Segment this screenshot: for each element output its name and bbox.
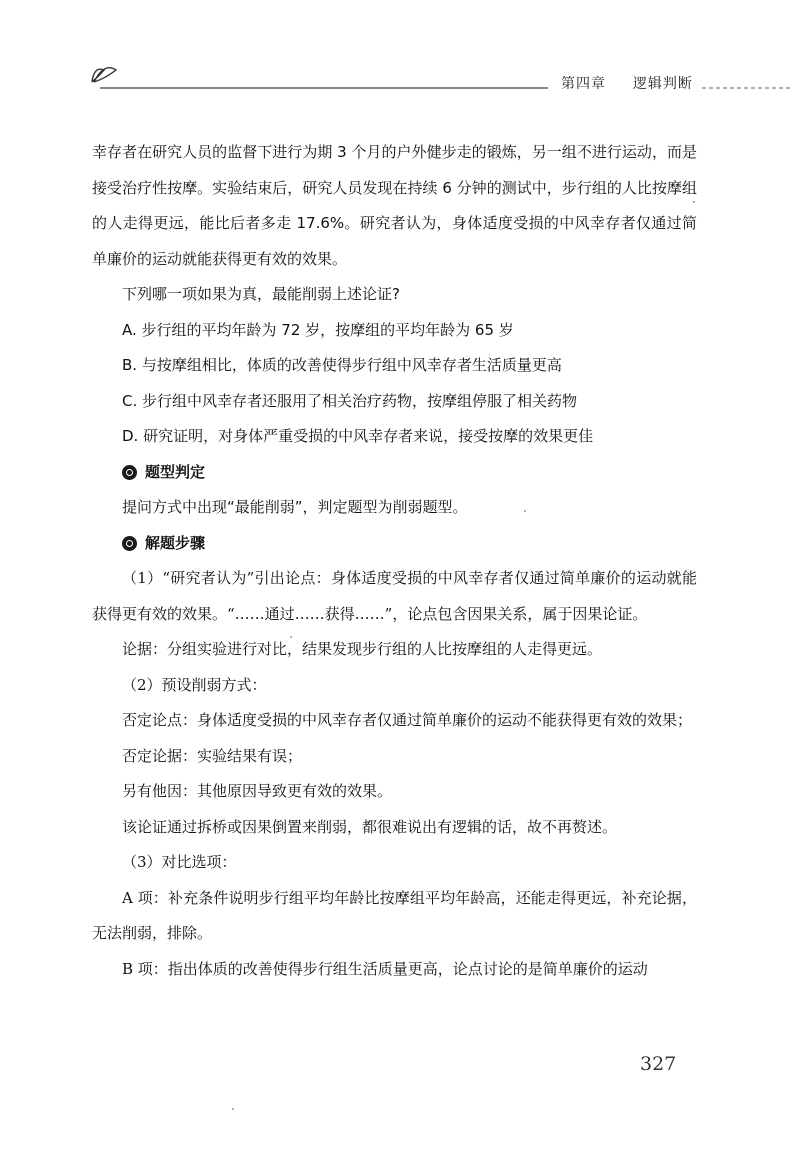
option-b: B. 与按摩组相比，体质的改善使得步行组中风幸存者生活质量更高 bbox=[122, 356, 562, 374]
page-body bbox=[92, 135, 697, 987]
negate-evidence: 否定论据：实验结果有误； bbox=[122, 746, 303, 765]
page-number: 327 bbox=[640, 1053, 677, 1075]
option-d: D. 研究证明，对身体严重受损的中风幸存者来说，接受按摩的效果更佳 bbox=[122, 427, 594, 445]
step-2: （2）预设削弱方式： bbox=[122, 675, 267, 694]
section-heading-type bbox=[92, 455, 697, 491]
page-header bbox=[0, 0, 800, 110]
section-heading-label: 题型判定 bbox=[145, 462, 206, 481]
step-1: （1）“研究者认为”引出论点：身体适度受损的中风幸存者仅通过简单廉价的运动就能获得更有效的效果。“……通过……获得……”，论点包含因果关系，属于因果论证。 bbox=[92, 569, 697, 623]
scan-speck bbox=[232, 1108, 234, 1110]
bullet-icon bbox=[122, 536, 137, 551]
header-rule bbox=[0, 0, 800, 110]
section-heading-steps bbox=[92, 526, 697, 562]
running-head bbox=[555, 73, 699, 93]
evidence: 论据：分组实验进行对比，结果发现步行组的人比按摩组的人走得更远。 bbox=[122, 640, 603, 658]
step-3: （3）对比选项： bbox=[122, 853, 237, 871]
scan-speck bbox=[693, 201, 695, 203]
item-b: B 项：指出体质的改善使得步行组生活质量更高，论点讨论的是简单廉价的运动 bbox=[122, 959, 648, 978]
negate-claim: 否定论点：身体适度受损的中风幸存者仅通过简单廉价的运动不能获得更有效的效果； bbox=[122, 711, 693, 729]
bullet-icon bbox=[122, 465, 137, 480]
chapter-label: 第四章 bbox=[561, 76, 606, 92]
option-c: C. 步行组中风幸存者还服用了相关治疗药物，按摩组停服了相关药物 bbox=[122, 391, 578, 410]
section-heading-label: 解题步骤 bbox=[145, 533, 206, 552]
scan-speck bbox=[524, 510, 526, 512]
scan-speck bbox=[290, 636, 292, 638]
section-label: 逻辑判断 bbox=[632, 76, 693, 92]
type-judgement: 提问方式中出现“最能削弱”，判定题型为削弱题型。 bbox=[122, 498, 468, 516]
bridge-note: 该论证通过拆桥或因果倒置来削弱，都很难说出有逻辑的话，故不再赘述。 bbox=[122, 817, 618, 836]
other-cause: 另有他因：其他原因导致更有效的效果。 bbox=[122, 782, 393, 800]
paragraph-continuation: 幸存者在研究人员的监督下进行为期 3 个月的户外健步走的锻炼，另一组不进行运动，而是接受治疗性按摩。实验结束后，研究人员发现在持续 6 分钟的测试中，步行组的人比按摩组的人走得更远，能比后者多走 17.6%。研究者认为，身体适度受损的中风幸存者仅通过简单廉价的运动就能获得更有效的效果。 bbox=[92, 143, 697, 268]
question: 下列哪一项如果为真，最能削弱上述论证? bbox=[122, 285, 400, 303]
item-a: A 项：补充条件说明步行组平均年龄比按摩组平均年龄高，还能走得更远，补充论据，无法削弱，排除。 bbox=[92, 888, 697, 942]
option-a: A. 步行组的平均年龄为 72 岁，按摩组的平均年龄为 65 岁 bbox=[122, 320, 514, 339]
